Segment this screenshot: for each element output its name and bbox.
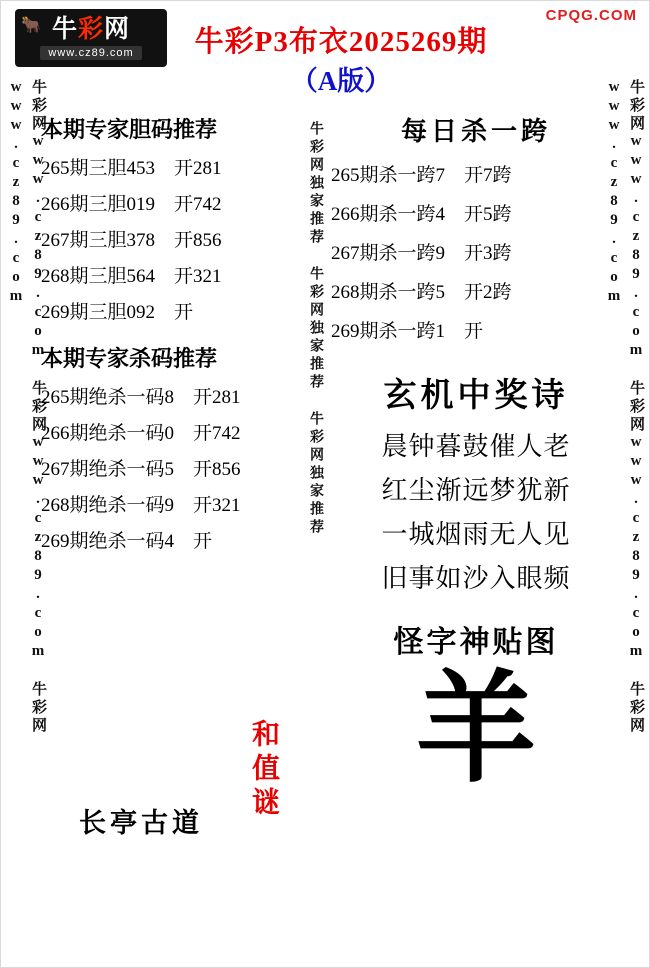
bull-icon: 🐂 (21, 17, 41, 34)
poem-line: 旧事如沙入眼频 (381, 564, 571, 593)
poem-title: 玄机中奖诗 (383, 378, 569, 414)
watermark-middle: 牛彩网独家推荐 牛彩网独家推荐 牛彩网独家推荐 (308, 121, 323, 537)
list-item: 266期绝杀一码0 开742 (41, 423, 241, 444)
list-item: 267期杀一跨9 开3跨 (331, 243, 512, 264)
list-item: 268期绝杀一码9 开321 (41, 495, 241, 516)
list-item: 269期三胆092 开 (41, 302, 194, 323)
watermark-left: 牛彩网www.cz89.com 牛彩网www.cz89.com 牛彩网www.cz89.com (8, 79, 46, 735)
big-character: 羊 (416, 663, 536, 796)
site-logo (15, 9, 167, 67)
list-item: 266期三胆019 开742 (41, 194, 222, 215)
expert-dan-title: 本期专家胆码推荐 (41, 117, 218, 142)
logo-main-text: 牛彩网 (51, 14, 131, 43)
list-item: 267期三胆378 开856 (41, 230, 222, 251)
right-column (331, 109, 621, 796)
daily-kill-title: 每日杀一跨 (400, 117, 551, 146)
list-item: 269期杀一跨1 开 (331, 321, 484, 342)
bottom-left-text: 长亭古道 (79, 808, 203, 838)
list-item: 265期杀一跨7 开7跨 (331, 165, 512, 186)
hezhi-riddle-label: 和值谜 (248, 719, 279, 821)
list-item: 269期绝杀一码4 开 (41, 531, 213, 552)
watermark-right: 牛彩网www.cz89.com 牛彩网www.cz89.com 牛彩网www.cz89.com (606, 79, 644, 735)
odd-char-title: 怪字神贴图 (393, 626, 559, 659)
corner-brand: CPQG.COM (545, 7, 637, 24)
page-subtitle: （A版） (290, 66, 392, 96)
poem-line: 红尘渐远梦犹新 (381, 476, 571, 505)
page-title: 牛彩P3布衣2025269期 (194, 26, 488, 58)
list-item: 268期三胆564 开321 (41, 266, 222, 287)
list-item: 265期绝杀一码8 开281 (41, 387, 241, 408)
expert-sha-title: 本期专家杀码推荐 (41, 346, 218, 371)
logo-url-text: www.cz89.com (40, 46, 141, 60)
list-item: 267期绝杀一码5 开856 (41, 459, 241, 480)
list-item: 268期杀一跨5 开2跨 (331, 282, 512, 303)
poem-line: 一城烟雨无人见 (381, 520, 571, 549)
list-item: 266期杀一跨4 开5跨 (331, 204, 512, 225)
left-column (41, 109, 301, 562)
poem-line: 晨钟暮鼓催人老 (381, 432, 571, 461)
list-item: 265期三胆453 开281 (41, 158, 222, 179)
